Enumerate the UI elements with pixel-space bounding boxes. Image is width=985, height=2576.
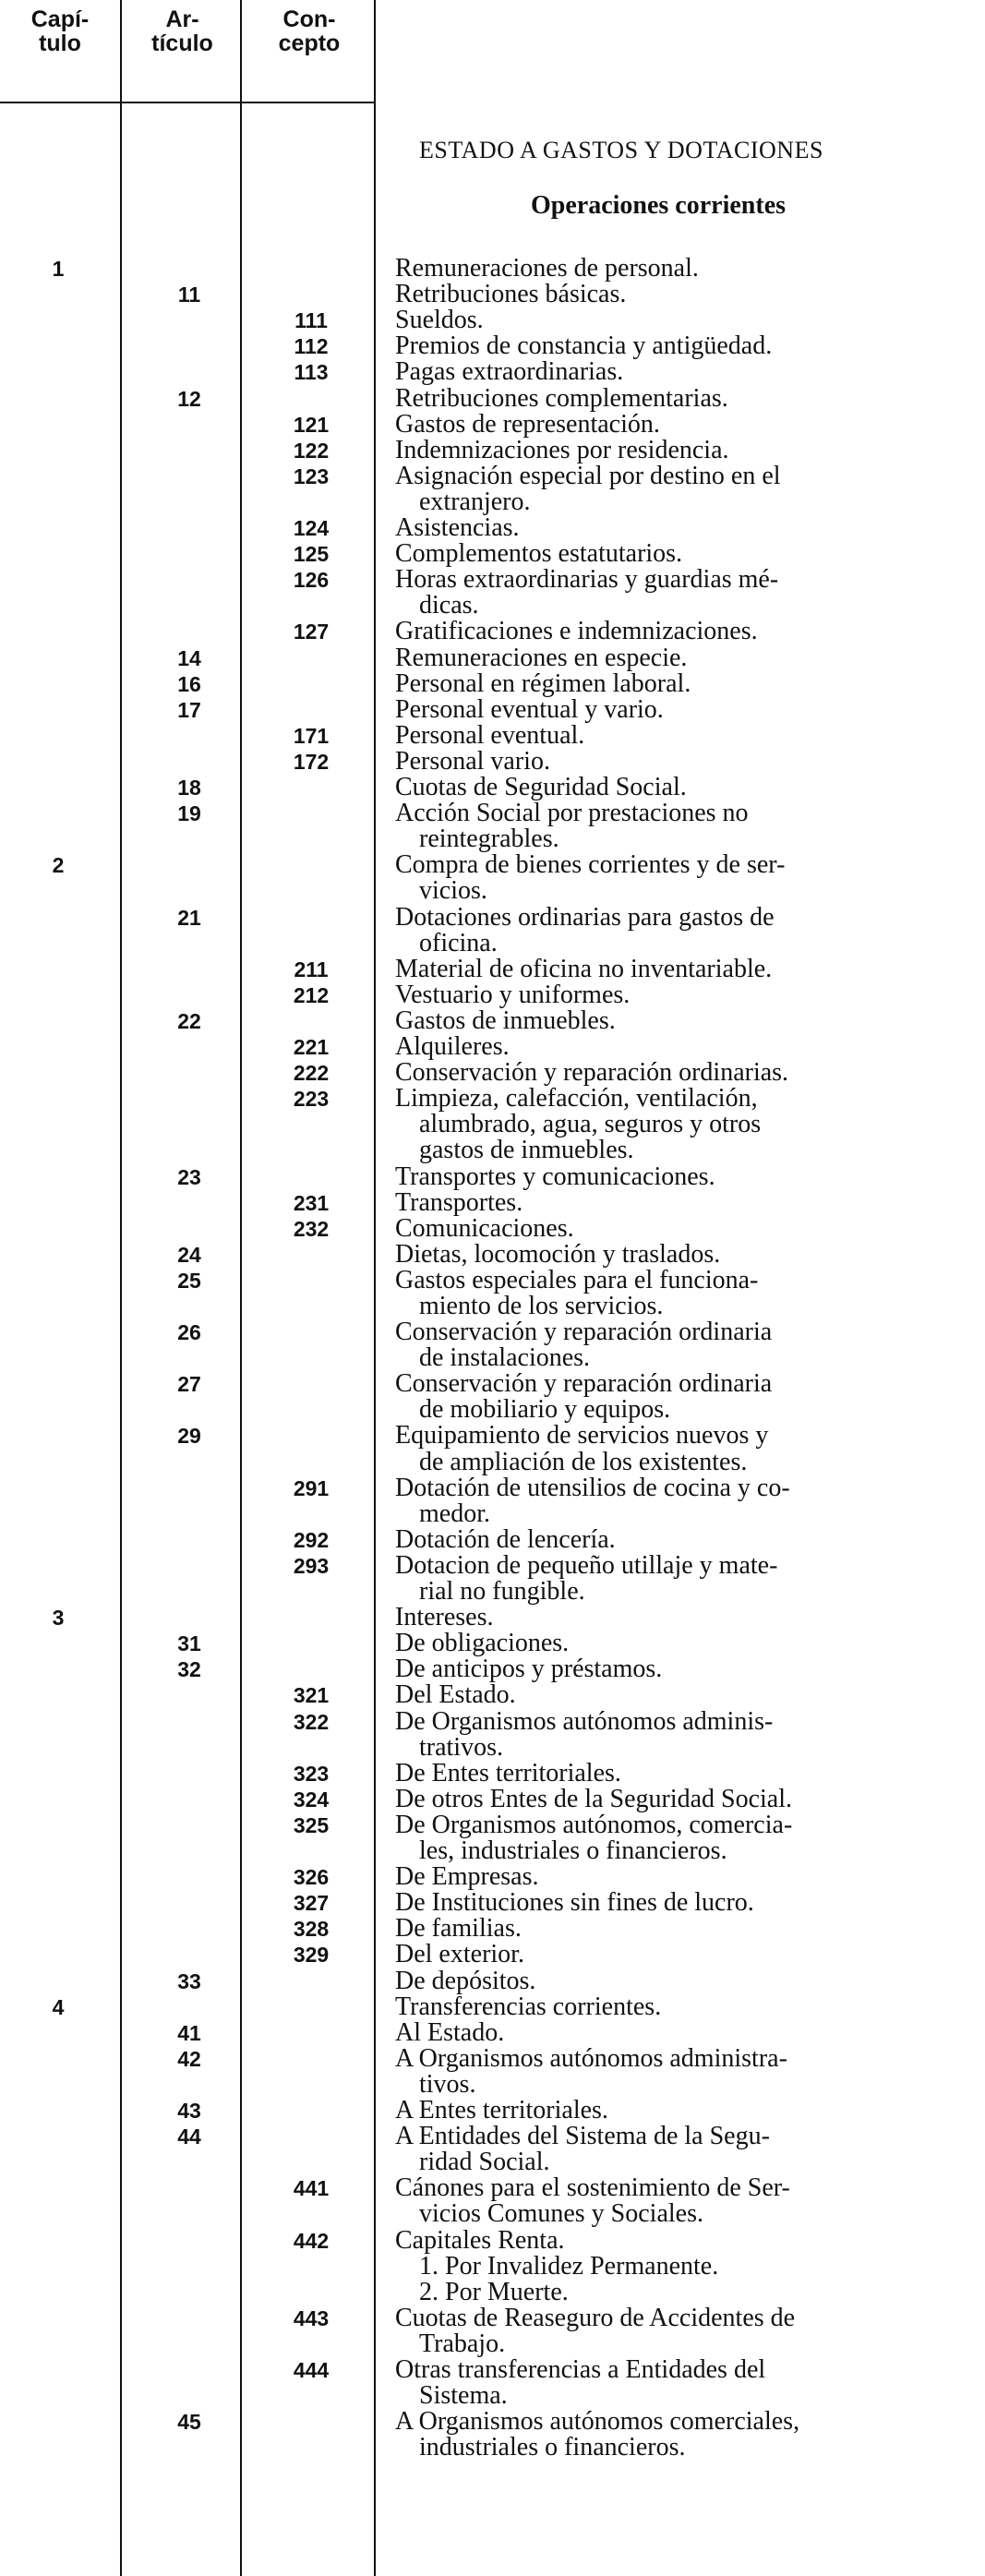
row-text: A Entidades del Sistema de la Segu-	[395, 2122, 770, 2150]
document-title: ESTADO A GASTOS Y DOTACIONES	[419, 137, 823, 163]
row-text: De depósitos.	[395, 1967, 536, 1995]
row-text: gastos de inmuebles.	[419, 1136, 634, 1164]
row-text: Al Estado.	[395, 2018, 505, 2047]
row-text: Conservación y reparación ordinaria	[395, 1318, 773, 1346]
concepto-code: 112	[294, 334, 329, 358]
row-text: De Organismos autónomos adminis-	[395, 1707, 774, 1736]
concepto-code: 127	[293, 620, 330, 644]
articulo-code: 11	[177, 283, 201, 307]
articulo-code: 12	[177, 387, 201, 411]
concepto-code: 125	[293, 542, 330, 566]
row-text: Horas extraordinarias y guardias mé-	[395, 565, 779, 594]
concepto-code: 221	[293, 1035, 330, 1059]
row-text: De Empresas.	[395, 1862, 539, 1891]
concepto-code: 232	[293, 1217, 330, 1241]
row-text: Dietas, locomoción y traslados.	[395, 1240, 721, 1269]
row-text: A Entes territoriales.	[395, 2096, 608, 2125]
row-text: Limpieza, calefacción, ventilación,	[395, 1084, 758, 1113]
row-text: Transportes y comunicaciones.	[395, 1162, 715, 1191]
row-text: Comunicaciones.	[395, 1214, 574, 1243]
header-concepto: Con- cepto	[278, 6, 341, 56]
row-text: dicas.	[419, 591, 479, 620]
articulo-code: 33	[177, 1969, 201, 1993]
row-text: 1. Por Invalidez Permanente.	[419, 2252, 719, 2281]
row-text: les, industriales o financieros.	[419, 1836, 727, 1865]
concepto-code: 327	[293, 1891, 330, 1915]
row-text: Cuotas de Seguridad Social.	[395, 773, 687, 801]
articulo-code: 16	[177, 672, 201, 696]
concepto-code: 442	[293, 2229, 330, 2253]
row-text: industriales o financieros.	[419, 2433, 686, 2462]
articulo-code: 17	[177, 698, 201, 722]
concepto-code: 441	[293, 2176, 330, 2200]
row-text: Pagas extraordinarias.	[395, 357, 624, 386]
row-text: oficina.	[419, 929, 498, 957]
row-text: Retribuciones complementarias.	[395, 384, 728, 413]
concepto-code: 122	[293, 439, 330, 463]
row-text: Acción Social por prestaciones no	[395, 799, 749, 827]
row-text: Retribuciones básicas.	[395, 280, 627, 308]
concepto-code: 171	[293, 724, 330, 748]
concepto-code: 324	[293, 1788, 330, 1812]
row-text: tivos.	[419, 2070, 476, 2099]
row-text: A Organismos autónomos administra-	[395, 2044, 787, 2073]
row-text: vicios Comunes y Sociales.	[419, 2199, 703, 2228]
row-text: Otras transferencias a Entidades del	[395, 2355, 766, 2384]
row-text: Vestuario y uniformes.	[395, 981, 631, 1009]
row-text: Cuotas de Reaseguro de Accidentes de	[395, 2304, 796, 2332]
row-text: trativos.	[419, 1733, 503, 1762]
row-text: Dotaciones ordinarias para gastos de	[395, 903, 775, 932]
row-text: De familias.	[395, 1914, 522, 1943]
row-text: Asistencias.	[395, 513, 520, 542]
row-text: Transportes.	[395, 1188, 523, 1217]
concepto-code: 325	[293, 1813, 330, 1837]
row-text: De Organismos autónomos, comercia-	[395, 1811, 793, 1839]
row-text: Indemnizaciones por residencia.	[395, 436, 729, 464]
column-rule-2	[240, 0, 242, 2576]
row-text: de mobiliario y equipos.	[419, 1395, 671, 1424]
articulo-code: 31	[177, 1631, 201, 1655]
articulo-code: 23	[177, 1165, 201, 1189]
concepto-code: 323	[293, 1762, 330, 1786]
concepto-code: 291	[293, 1476, 330, 1500]
row-text: Intereses.	[395, 1603, 494, 1631]
concepto-code: 223	[293, 1087, 330, 1111]
articulo-code: 42	[177, 2047, 201, 2071]
articulo-code: 21	[177, 906, 201, 930]
articulo-code: 19	[177, 801, 201, 825]
concepto-code: 172	[293, 750, 330, 774]
row-text: Gastos especiales para el funciona-	[395, 1266, 759, 1294]
row-text: De Instituciones sin fines de lucro.	[395, 1888, 754, 1917]
articulo-code: 29	[177, 1424, 201, 1448]
row-text: Compra de bienes corrientes y de ser-	[395, 850, 786, 879]
header-capitulo: Capí- tulo	[30, 6, 90, 56]
row-text: Dotación de lencería.	[395, 1525, 616, 1554]
articulo-code: 41	[177, 2021, 201, 2045]
row-text: Del Estado.	[395, 1680, 516, 1709]
row-text: Asignación especial por destino en el	[395, 462, 781, 490]
column-rule-1	[120, 0, 122, 2576]
row-text: de ampliación de los existentes.	[419, 1448, 748, 1476]
row-text: Personal en régimen laboral.	[395, 669, 691, 698]
concepto-code: 292	[293, 1528, 330, 1552]
articulo-code: 44	[177, 2125, 201, 2149]
articulo-code: 26	[177, 1320, 201, 1344]
concepto-code: 293	[293, 1554, 330, 1578]
concepto-code: 329	[293, 1943, 330, 1967]
capitulo-code: 3	[52, 1606, 65, 1630]
row-text: Del exterior.	[395, 1940, 524, 1968]
row-text: Personal eventual y vario.	[395, 695, 664, 724]
row-text: Capitales Renta.	[395, 2226, 565, 2255]
row-text: Sueldos.	[395, 306, 484, 334]
concepto-code: 123	[293, 464, 330, 488]
section-subtitle: Operaciones corrientes	[531, 191, 787, 220]
concepto-code: 322	[293, 1710, 330, 1734]
concepto-code: 111	[294, 308, 328, 332]
concepto-code: 211	[294, 957, 329, 981]
row-text: ridad Social.	[419, 2148, 550, 2176]
row-text: De obligaciones.	[395, 1629, 570, 1657]
row-text: Alquileres.	[395, 1032, 510, 1061]
row-text: Conservación y reparación ordinaria	[395, 1369, 773, 1398]
row-text: De anticipos y préstamos.	[395, 1655, 663, 1683]
articulo-code: 32	[177, 1657, 201, 1681]
row-text: reintegrables.	[419, 825, 559, 853]
articulo-code: 22	[177, 1009, 201, 1033]
concepto-code: 121	[293, 413, 330, 437]
concepto-code: 321	[293, 1683, 330, 1707]
concepto-code: 126	[293, 568, 330, 592]
row-text: Complementos estatutarios.	[395, 539, 683, 568]
row-text: 2. Por Muerte.	[419, 2278, 569, 2306]
row-text: A Organismos autónomos comerciales,	[395, 2407, 800, 2436]
row-text: Gastos de inmuebles.	[395, 1006, 616, 1035]
header-articulo: Ar- tículo	[151, 6, 213, 56]
row-text: Dotacion de pequeño utillaje y mate-	[395, 1551, 778, 1580]
articulo-code: 45	[177, 2410, 201, 2434]
row-text: Material de oficina no inventariable.	[395, 955, 773, 983]
row-text: Remuneraciones de personal.	[395, 254, 699, 283]
capitulo-code: 2	[52, 853, 65, 877]
row-text: Cánones para el sostenimiento de Ser-	[395, 2173, 790, 2202]
header-rule	[0, 102, 375, 103]
row-text: Transferencias corrientes.	[395, 1992, 662, 2021]
concepto-code: 124	[293, 516, 330, 540]
row-text: Trabajo.	[419, 2329, 506, 2358]
row-text: De Entes territoriales.	[395, 1759, 621, 1788]
capitulo-code: 1	[52, 257, 65, 281]
concepto-code: 231	[293, 1191, 330, 1215]
row-text: Personal eventual.	[395, 721, 585, 750]
concepto-code: 222	[293, 1061, 330, 1085]
row-text: vicios.	[419, 876, 487, 905]
concepto-code: 328	[293, 1917, 330, 1941]
articulo-code: 27	[177, 1372, 201, 1396]
row-text: Dotación de utensilios de cocina y co-	[395, 1474, 790, 1502]
articulo-code: 14	[177, 646, 201, 670]
articulo-code: 18	[177, 776, 201, 800]
concepto-code: 326	[293, 1865, 330, 1889]
row-text: De otros Entes de la Seguridad Social.	[395, 1785, 793, 1813]
articulo-code: 25	[177, 1269, 201, 1293]
capitulo-code: 4	[52, 1995, 65, 2019]
row-text: de instalaciones.	[419, 1343, 591, 1372]
row-text: Gastos de representación.	[395, 410, 660, 439]
row-text: miento de los servicios.	[419, 1292, 664, 1320]
row-text: Gratificaciones e indemnizaciones.	[395, 617, 758, 645]
row-text: rial no fungible.	[419, 1577, 585, 1606]
row-text: Conservación y reparación ordinarias.	[395, 1058, 789, 1087]
row-text: Personal vario.	[395, 747, 550, 776]
column-rule-3	[374, 0, 376, 2576]
row-text: Equipamiento de servicios nuevos y	[395, 1421, 769, 1450]
concepto-code: 113	[294, 360, 329, 384]
concepto-code: 443	[293, 2306, 330, 2330]
concepto-code: 444	[293, 2358, 330, 2382]
articulo-code: 24	[177, 1243, 201, 1267]
row-text: alumbrado, agua, seguros y otros	[419, 1110, 762, 1138]
row-text: Sistema.	[419, 2381, 508, 2410]
row-text: extranjero.	[419, 488, 531, 516]
row-text: medor.	[419, 1499, 490, 1528]
articulo-code: 43	[177, 2099, 201, 2123]
row-text: Premios de constancia y antigüedad.	[395, 331, 773, 360]
row-text: Remuneraciones en especie.	[395, 644, 688, 672]
concepto-code: 212	[293, 983, 330, 1007]
